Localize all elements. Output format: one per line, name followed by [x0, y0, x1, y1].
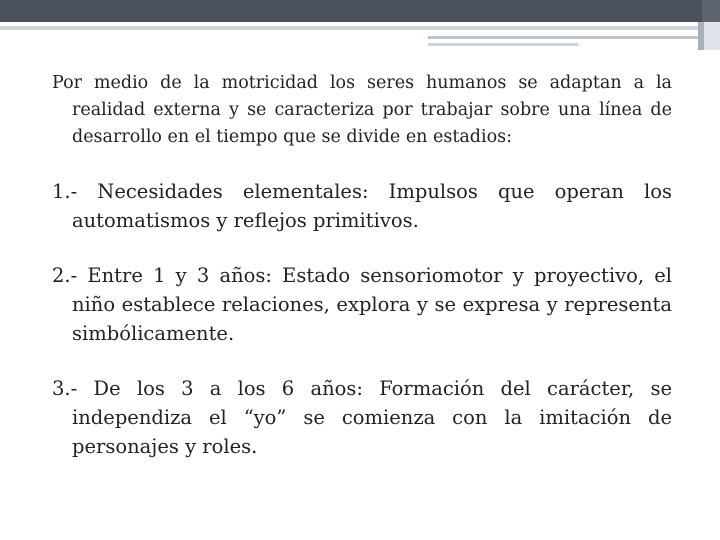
slide-header-decoration — [0, 0, 720, 52]
header-dark-bar-end — [702, 0, 720, 22]
slide-body — [52, 70, 672, 461]
stage-item-1: 1.- Necesidades elementales: Impulsos que operan los automatismos y reflejos primitivos. — [52, 180, 672, 232]
stage-item-2: 2.- Entre 1 y 3 años: Estado sensoriomotor y proyectivo, el niño establece relaciones, explora y se expresa y representa simbólicamente. — [52, 264, 672, 345]
header-accent-line-short — [428, 43, 578, 46]
intro-paragraph: Por medio de la motricidad los seres humanos se adaptan a la realidad externa y se caracteriza por trabajar sobre una línea de desarrollo en el tiempo que se divide en estadios: — [52, 73, 672, 147]
header-light-stripe — [0, 26, 720, 30]
header-corner-light — [704, 22, 720, 50]
header-dark-bar — [0, 0, 720, 22]
header-accent-line-long — [428, 36, 698, 39]
stage-item-3: 3.- De los 3 a los 6 años: Formación del carácter, se independiza el “yo” se comienza con la imitación de personajes y roles. — [52, 377, 672, 458]
